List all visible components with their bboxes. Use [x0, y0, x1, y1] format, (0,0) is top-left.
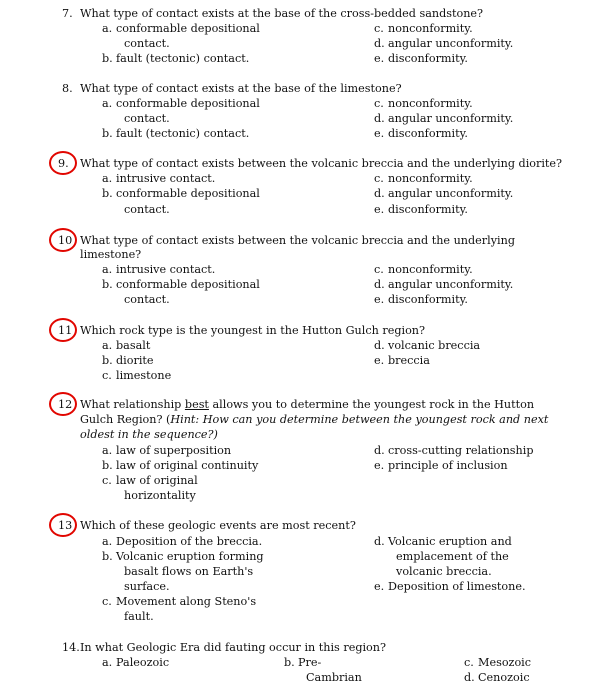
q13-option-c-cont: fault. — [124, 610, 154, 623]
q8-option-d: d. angular unconformity. — [374, 112, 514, 125]
q8-text: What type of contact exists at the base of the limestone? — [80, 82, 402, 95]
q11-option-d: d. volcanic breccia — [374, 339, 481, 352]
q9-number: 9. — [58, 157, 69, 170]
q14-option-b: b. Pre- — [284, 656, 322, 669]
q10-number: 10 — [58, 234, 73, 247]
q13-option-b-cont: basalt flows on Earth's — [124, 565, 254, 578]
q8-option-a-cont: contact. — [124, 112, 170, 125]
q7-text: What type of contact exists at the base of the cross-bedded sandstone? — [80, 7, 484, 20]
q13-number: 13 — [58, 519, 73, 532]
q13-text: Which of these geologic events are most recent? — [80, 519, 356, 532]
q10-option-c: c. nonconformity. — [374, 263, 473, 276]
q12-text: What relationship best allows you to determine the youngest rock in the Hutton — [80, 398, 535, 411]
q12-underlined-word: best — [184, 398, 209, 411]
q7-option-d: d. angular unconformity. — [374, 37, 514, 50]
q12-option-c: c. law of original — [102, 474, 198, 487]
q9-option-b-cont: contact. — [124, 203, 170, 216]
q12-text-line2: Gulch Region? (Hint: How can you determine between the youngest rock and next — [80, 413, 549, 426]
q9-option-c: c. nonconformity. — [374, 172, 473, 185]
q9-option-a: a. intrusive contact. — [102, 172, 216, 185]
q11-number: 11 — [58, 324, 73, 337]
q8-number: 8. — [62, 82, 73, 95]
q8-option-a: a. conformable depositional — [102, 97, 260, 110]
q9-option-e: e. disconformity. — [374, 203, 468, 216]
q7-number: 7. — [62, 7, 73, 20]
q13-option-a: a. Deposition of the breccia. — [102, 535, 263, 548]
q14-option-b-cont: Cambrian — [306, 671, 362, 684]
q11-option-c: c. limestone — [102, 369, 172, 382]
q14-option-c: c. Mesozoic — [464, 656, 532, 669]
q7-option-a-cont: contact. — [124, 37, 170, 50]
q7-option-b: b. fault (tectonic) contact. — [102, 52, 250, 65]
q13-option-d: d. Volcanic eruption and — [374, 535, 512, 548]
q7-option-a: a. conformable depositional — [102, 22, 260, 35]
q10-option-e: e. disconformity. — [374, 293, 468, 306]
q14-number: 14. — [62, 641, 80, 654]
q12-hint: Hint: How can you determine between the youngest rock and next — [170, 413, 549, 426]
q13-option-d-cont: emplacement of the — [396, 550, 509, 563]
q11-option-e: e. breccia — [374, 354, 430, 367]
q13-option-d-cont2: volcanic breccia. — [396, 565, 492, 578]
q12-option-a: a. law of superposition — [102, 444, 232, 457]
q7-option-e: e. disconformity. — [374, 52, 468, 65]
q7-option-c: c. nonconformity. — [374, 22, 473, 35]
q12-option-b: b. law of original continuity — [102, 459, 259, 472]
q14-option-d: d. Cenozoic — [464, 671, 530, 684]
q9-option-d: d. angular unconformity. — [374, 187, 514, 200]
q11-text: Which rock type is the youngest in the Hutton Gulch region? — [80, 324, 426, 337]
q8-option-c: c. nonconformity. — [374, 97, 473, 110]
q12-option-e: e. principle of inclusion — [374, 459, 508, 472]
q8-option-e: e. disconformity. — [374, 127, 468, 140]
q13-option-b: b. Volcanic eruption forming — [102, 550, 264, 563]
q13-option-c: c. Movement along Steno's — [102, 595, 257, 608]
q14-option-a: a. Paleozoic — [102, 656, 170, 669]
q10-text-cont: limestone? — [80, 248, 142, 261]
q9-option-b: b. conformable depositional — [102, 187, 260, 200]
q13-option-b-cont2: surface. — [124, 580, 170, 593]
q12-option-d: d. cross-cutting relationship — [374, 444, 534, 457]
q10-option-b-cont: contact. — [124, 293, 170, 306]
q12-text-line3: oldest in the sequence?) — [80, 428, 218, 441]
q10-text: What type of contact exists between the volcanic breccia and the underlying — [80, 234, 515, 247]
q12-number: 12 — [58, 398, 73, 411]
q10-option-a: a. intrusive contact. — [102, 263, 216, 276]
q14-text: In what Geologic Era did fauting occur in this region? — [80, 641, 387, 654]
q12-option-c-cont: horizontality — [124, 489, 196, 502]
q9-text: What type of contact exists between the volcanic breccia and the underlying diorite? — [80, 157, 563, 170]
q13-option-e: e. Deposition of limestone. — [374, 580, 526, 593]
q11-option-b: b. diorite — [102, 354, 154, 367]
q8-option-b: b. fault (tectonic) contact. — [102, 127, 250, 140]
q10-option-b: b. conformable depositional — [102, 278, 260, 291]
q10-option-d: d. angular unconformity. — [374, 278, 514, 291]
q11-option-a: a. basalt — [102, 339, 151, 352]
